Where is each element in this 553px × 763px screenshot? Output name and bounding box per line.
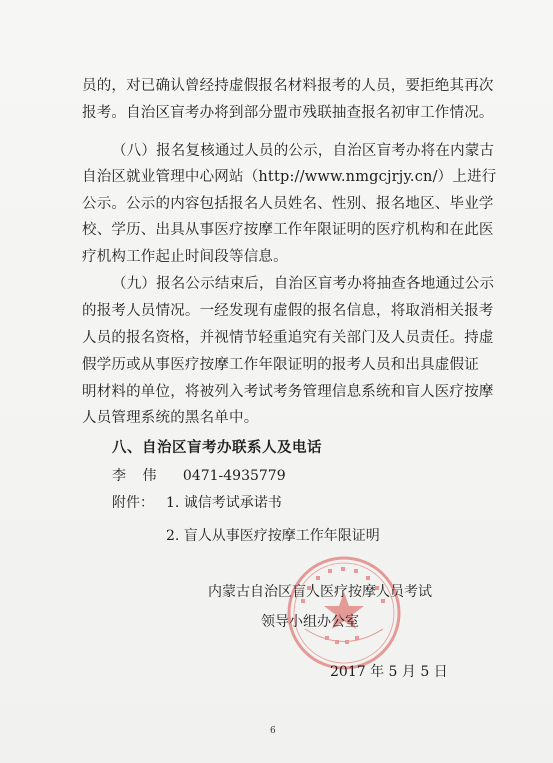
document-date: 2017 年 5 月 5 日 — [330, 664, 448, 680]
body-line-5: 公示。公示的内容包括报名人员姓名、性别、报名地区、毕业学 — [82, 196, 494, 212]
body-line-7: 疗机构工作起止时间段等信息。 — [82, 249, 288, 265]
signing-organization-line-1: 内蒙古自治区盲人医疗按摩人员考试 — [208, 584, 432, 600]
body-line-6: 校、学历、出具从事医疗按摩工作年限证明的医疗机构和在此医 — [82, 222, 494, 238]
body-line-8: （九）报名公示结束后，自治区盲考办将抽查各地通过公示 — [112, 276, 495, 292]
body-line-2: 报考。自治区盲考办将到部分盟市残联抽查报名初审工作情况。 — [82, 105, 494, 121]
body-line-13: 人员管理系统的黑名单中。 — [82, 410, 259, 426]
body-line-11: 假学历或从事医疗按摩工作年限证明的报考人员和出具虚假证 — [82, 357, 479, 373]
attachment-item-2: 2. 盲人从事医疗按摩工作年限证明 — [166, 528, 380, 544]
section-heading: 八、自治区盲考办联系人及电话 — [112, 440, 322, 456]
body-line-12: 明材料的单位，将被列入考试考务管理信息系统和盲人医疗按摩 — [82, 384, 494, 400]
contact-line — [112, 465, 286, 485]
signing-organization-line-2: 领导小组办公室 — [261, 614, 359, 630]
body-line-4: 自治区就业管理中心网站（http://www.nmgcjrjy.cn/）上进行 — [82, 169, 497, 185]
body-line-3: （八）报名复核通过人员的公示，自治区盲考办将在内蒙古 — [112, 143, 495, 159]
body-line-10: 人员的报名资格，并视情节轻重追究有关部门及人员责任。持虚 — [82, 330, 494, 346]
body-line-1: 员的，对已确认曾经持虚假报名材料报考的人员，要拒绝其再次 — [82, 78, 494, 94]
attachments-label: 附件： — [112, 495, 154, 511]
page-number: 6 — [270, 726, 276, 736]
attachment-item-1: 1. 诚信考试承诺书 — [166, 495, 282, 511]
contact-name: 李 伟 — [112, 468, 163, 484]
contact-phone: 0471-4935779 — [182, 468, 286, 484]
body-line-9: 的报考人员情况。一经发现有虚假的报名信息，将取消相关报考 — [82, 303, 494, 319]
